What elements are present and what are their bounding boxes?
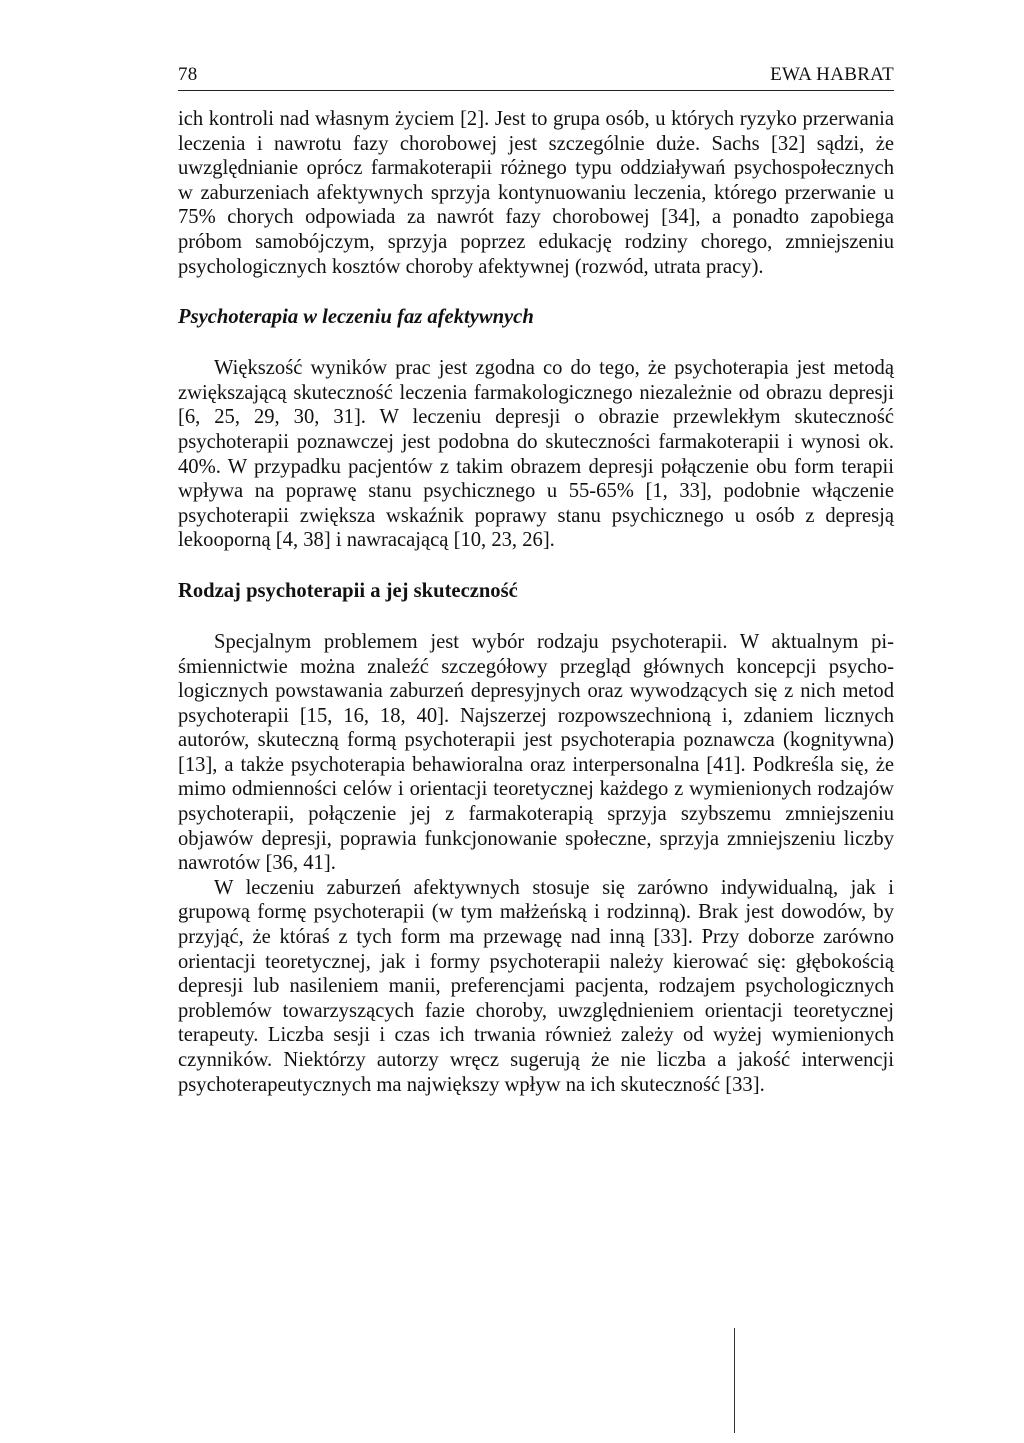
- scan-margin-line: [734, 1328, 735, 1433]
- body-paragraph: ich kontroli nad własnym życiem [2]. Jest to grupa osób, u których ryzyko przerwania leczenia i nawrotu fazy chorobowej jest szczególnie duże. Sachs [32] sądzi, że uwzględnianie oprócz farmakoterapii różnego typu oddziaływań psychospołecznych w zaburzeniach afektywnych sprzyja kontynuowaniu leczenia, którego przerwanie u 75% chorych odpowiada za nawrót fazy chorobowej [34], a ponadto zapobiega próbom samobójczym, sprzyja poprzez edukację rodziny chorego, zmniejszeniu psychologicznych kosztów choroby afektywnej (rozwód, utrata pracy).: [178, 108, 894, 278]
- section-heading: Rodzaj psychoterapii a jej skuteczność: [178, 579, 518, 602]
- running-header-author: EWA HABRAT: [770, 64, 894, 85]
- body-paragraph: W leczeniu zaburzeń afektywnych stosuje się zarówno indywidualną, jak i grupową formę psychoterapii (w tym małżeńską i rodzinną). Brak jest dowodów, by przyjąć, że któraś z tych form ma przewagę nad inną [33]. Przy doborze zarówno orientacji teoretycznej, jak i formy psychoterapii należy kierować się: głębokością depresji lub nasileniem manii, preferencjami pacjenta, rodzajem psychologicznych problemów towarzyszących fazie choroby, uwzględnieniem orientacji teoretycznej terapeuty. Liczba sesji i czas ich trwania również zależy od wyżej wymienionych czynników. Niektórzy autorzy wręcz sugerują że nie liczba a jakość interwencji psychoterapeutycznych ma największy wpływ na ich skuteczność [33].: [178, 876, 894, 1096]
- body-paragraph: Specjalnym problemem jest wybór rodzaju psychoterapii. W aktualnym piśmiennictwie można znaleźć szczegółowy przegląd głównych koncepcji psychologicznych powstawania zaburzeń depresyjnych oraz wywodzących się z nich metod psychoterapii [15, 16, 18, 40]. Najszerzej rozpowszechnioną i, zdaniem licznych autorów, skuteczną formą psychoterapii jest psychoterapia poznawcza (kognitywna) [13], a także psychoterapia behawioralna oraz interpersonalna [41]. Podkreśla się, że mimo odmienności celów i orientacji teoretycznej każdego z wymienionych rodzajów psychoterapii, połączenie jej z farmakoterapią sprzyja szybszemu zmniejszeniu objawów depresji, poprawia funkcjonowanie społeczne, sprzyja zmniejszeniu liczby nawrotów [36, 41].: [178, 630, 894, 875]
- running-header: [178, 64, 894, 91]
- page-number: 78: [178, 64, 198, 85]
- body-paragraph: Większość wyników prac jest zgodna co do tego, że psychoterapia jest metodą zwiększającą skuteczność leczenia farmakologicznego niezależnie od obrazu depresji [6, 25, 29, 30, 31]. W leczeniu depresji o obrazie przewlekłym skuteczność psychoterapii poznawczej jest podobna do skuteczności farmakoterapii i wynosi ok. 40%. W przypadku pacjentów z takim obrazem depresji połączenie obu form terapii wpływa na poprawę stanu psychicznego u 55-65% [1, 33], podobnie włączenie psychoterapii zwiększa wskaźnik poprawy stanu psychicznego u osób z depresją lekooporną [4, 38] i nawracającą [10, 23, 26].: [178, 357, 894, 552]
- section-heading: Psychoterapia w leczeniu faz afektywnych: [178, 306, 534, 329]
- page-content: [178, 64, 894, 1097]
